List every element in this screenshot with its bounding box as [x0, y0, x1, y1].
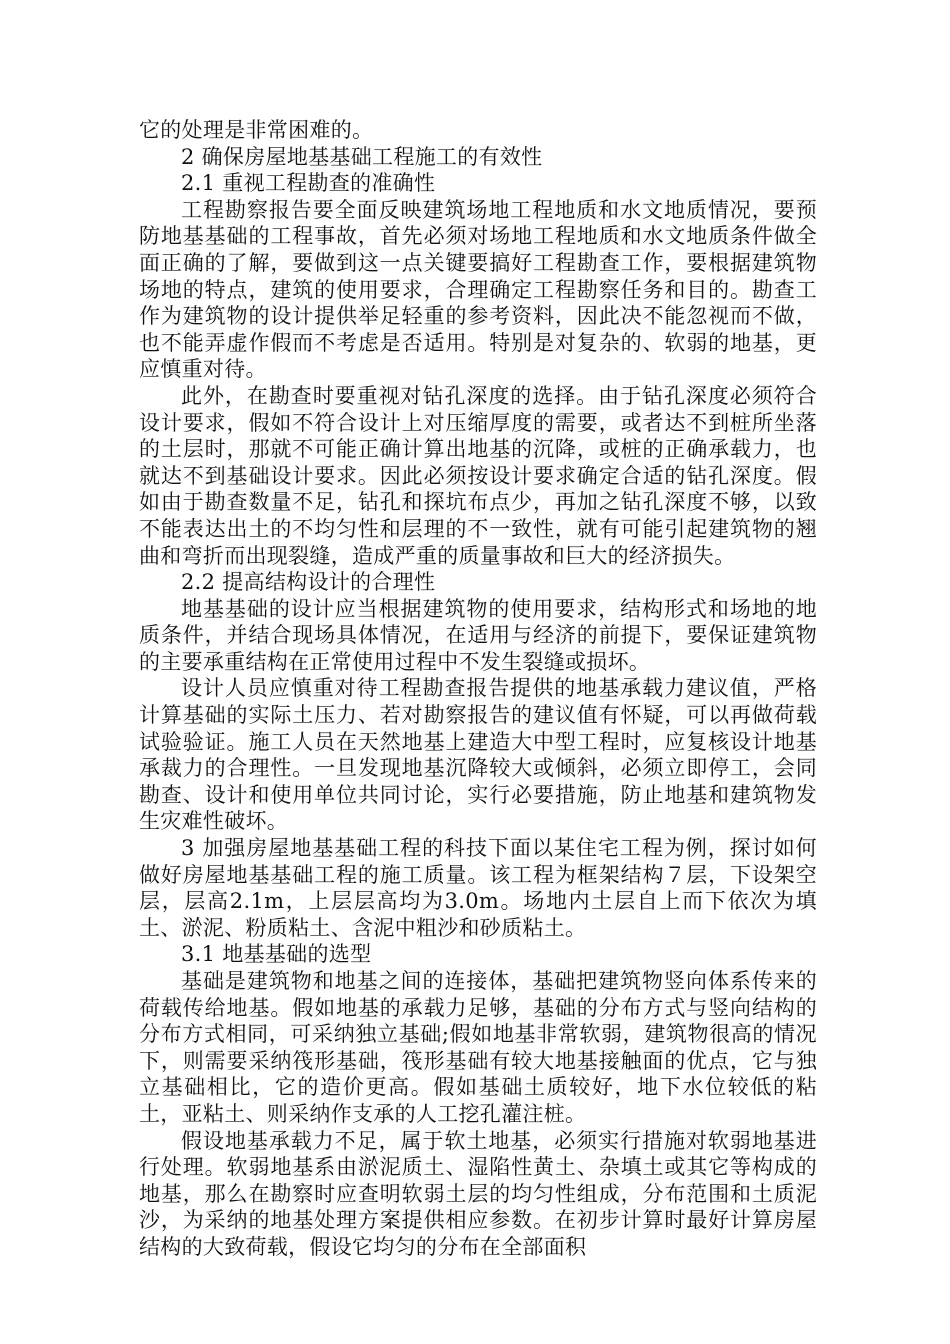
paragraph: 此外，在勘查时要重视对钻孔深度的选择。由于钻孔深度必须符合设计要求，假如不符合设计上对压缩厚度的需要，或者达不到桩所坐落的土层时，那就不可能正确计算出地基的沉降，或桩的正确承载力，也就达不到基础设计要求。因此必须按设计要求确定合适的钻孔深度。假如由于勘查数量不足，钻孔和探坑布点少，再加之钻孔深度不够，以致不能表达出土的不均匀性和层理的不一致性，就有可能引起建筑物的翘曲和弯折而出现裂缝，造成严重的质量事故和巨大的经济损失。 [139, 383, 817, 568]
paragraph: 3 加强房屋地基基础工程的科技下面以某住宅工程为例，探讨如何做好房屋地基基础工程的施工质量。该工程为框架结构７层，下设架空层，层高2.1m，上层层高均为3.0m。场地内土层自上而下依次为填土、淤泥、粉质粘土、含泥中粗沙和砂质粘土。 [139, 836, 817, 940]
paragraph: 它的处理是非常困难的。 [139, 118, 374, 142]
paragraph: 假设地基承载力不足，属于软土地基，必须实行措施对软弱地基进行处理。软弱地基系由淤泥质土、湿陷性黄土、杂填土或其它等构成的地基，那么在勘察时应查明软弱土层的均匀性组成，分布范围和土质泥沙，为采纳的地基处理方案提供相应参数。在初步计算时最好计算房屋结构的大致荷载，假设它均匀的分布在全部面积 [139, 1128, 817, 1259]
paragraph: 工程勘察报告要全面反映建筑场地工程地质和水文地质情况，要预防地基基础的工程事故，首先必须对场地工程地质和水文地质条件做全面正确的了解，要做到这一点关键要搞好工程勘查工作，要根据建筑物场地的特点，建筑的使用要求，合理确定工程勘察任务和目的。勘查工作为建筑物的设计提供举足轻重的参考资料，因此决不能忽视而不做，也不能弄虚作假而不考虑是否适用。特别是对复杂的、软弱的地基，更应慎重对待。 [139, 197, 817, 382]
subsection-heading: 2.1 重视工程勘查的准确性 [181, 171, 436, 196]
section-heading: 2 确保房屋地基基础工程施工的有效性 [181, 144, 543, 169]
document-body [139, 117, 817, 1261]
subsection-heading: 3.1 地基基础的选型 [181, 942, 372, 967]
subsection-heading: 2.2 提高结构设计的合理性 [181, 570, 436, 595]
paragraph: 地基基础的设计应当根据建筑物的使用要求，结构形式和场地的地质条件，并结合现场具体情况，在适用与经济的前提下，要保证建筑物的主要承重结构在正常使用过程中不发生裂缝或损坏。 [139, 596, 817, 674]
paragraph: 基础是建筑物和地基之间的连接体，基础把建筑物竖向体系传来的荷载传给地基。假如地基的承载力足够，基础的分布方式与竖向结构的分布方式相同，可采纳独立基础;假如地基非常软弱，建筑物很高的情况下，则需要采纳筏形基础，筏形基础有较大地基接触面的优点，它与独立基础相比，它的造价更高。假如基础土质较好，地下水位较低的粘土，亚粘土、则采纳作支承的人工挖孔灌注桩。 [139, 969, 817, 1126]
paragraph: 设计人员应慎重对待工程勘查报告提供的地基承载力建议值，严格计算基础的实际土压力、若对勘察报告的建议值有怀疑，可以再做荷载试验验证。施工人员在天然地基上建造大中型工程时，应复核设计地基承裁力的合理性。一旦发现地基沉降较大或倾斜，必须立即停工，会同勘查、设计和使用单位共同讨论，实行必要措施，防止地基和建筑物发生灾难性破坏。 [139, 676, 817, 834]
